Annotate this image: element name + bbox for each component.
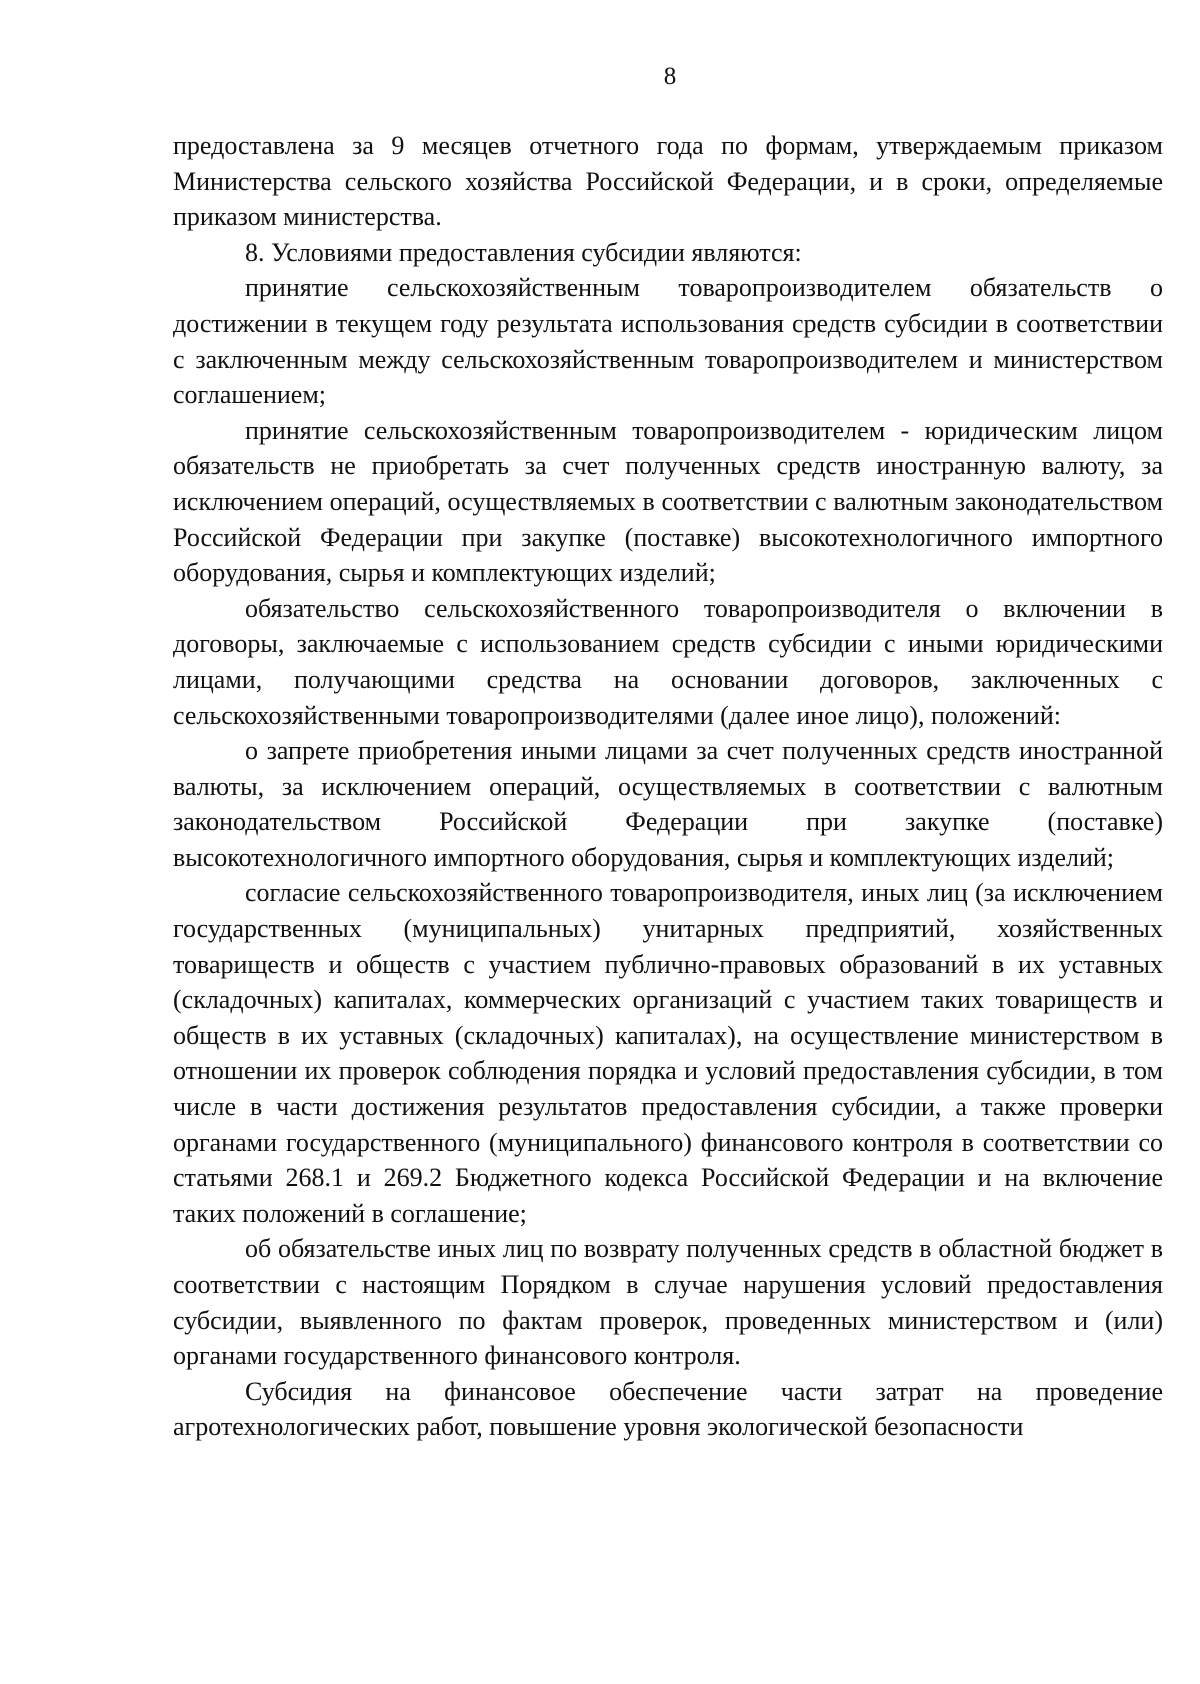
paragraph: 8. Условиями предоставления субсидии являются:	[245, 237, 802, 267]
document-body	[173, 128, 1163, 1445]
paragraph: обязательство сельскохозяйственного товаропроизводителя о включении в договоры, заключаемые с использованием средств субсидии с иными юридическими лицами, получающими средства на основании договоров, заключенных с сельскохозяйственными товаропроизводителями (далее иное лицо), положений:	[173, 593, 1163, 730]
paragraph: принятие сельскохозяйственным товаропроизводителем обязательств о достижении в текущем году результата использования средств субсидии в соответствии с заключенным между сельскохозяйственным товаропроизводителем и министерством соглашением;	[173, 273, 1163, 410]
paragraph: принятие сельскохозяйственным товаропроизводителем - юридическим лицом обязательств не приобретать за счет полученных средств иностранную валюту, за исключением операций, осуществляемых в соответствии с валютным законодательством Российской Федерации при закупке (поставке) высокотехнологичного импортного оборудования, сырья и комплектующих изделий;	[173, 415, 1163, 588]
paragraph: предоставлена за 9 месяцев отчетного года по формам, утверждаемым приказом Министерства сельского хозяйства Российской Федерации, и в сроки, определяемые приказом министерства.	[173, 131, 1163, 232]
paragraph: об обязательстве иных лиц по возврату полученных средств в областной бюджет в соответствии с настоящим Порядком в случае нарушения условий предоставления субсидии, выявленного по фактам проверок, проведенных министерством и (или) органами государственного финансового контроля.	[173, 1234, 1163, 1371]
paragraph: Субсидия на финансовое обеспечение части затрат на проведение агротехнологических работ, повышение уровня экологической безопасности	[173, 1376, 1163, 1442]
paragraph: о запрете приобретения иными лицами за счет полученных средств иностранной валюты, за исключением операций, осуществляемых в соответствии с валютным законодательством Российской Федерации при закупке (поставке) высокотехнологичного импортного оборудования, сырья и комплектующих изделий;	[173, 736, 1163, 872]
paragraph: согласие сельскохозяйственного товаропроизводителя, иных лиц (за исключением государственных (муниципальных) унитарных предприятий, хозяйственных товариществ и обществ с участием публично-правовых образований в их уставных (складочных) капиталах, коммерческих организаций с участием таких товариществ и обществ в их уставных (складочных) капиталах), на осуществление министерством в отношении их проверок соблюдения порядка и условий предоставления субсидии, в том числе в части достижения результатов предоставления субсидии, а также проверки органами государственного (муниципального) финансового контроля в соответствии со статьями 268.1 и 269.2 Бюджетного кодекса Российской Федерации и на включение таких положений в соглашение;	[173, 878, 1163, 1228]
page-number: 8	[663, 63, 677, 90]
